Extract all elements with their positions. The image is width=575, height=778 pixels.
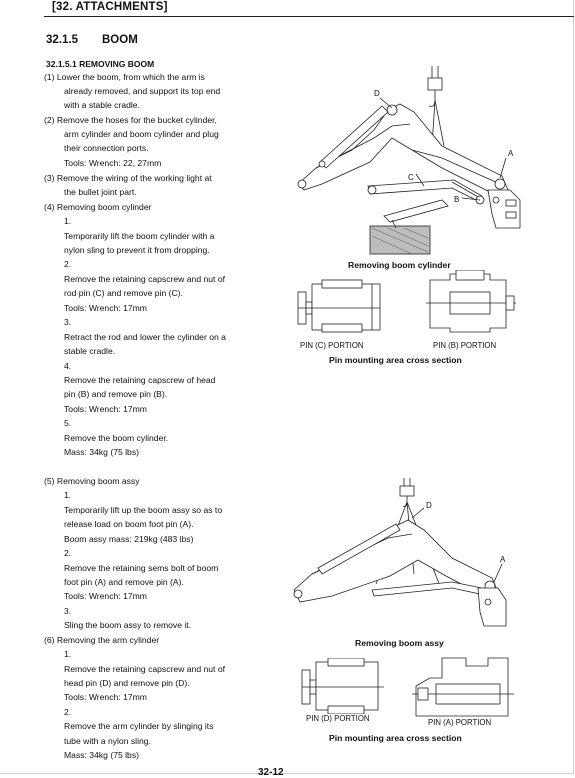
step-line: Remove the retaining capscrew and nut of [64,274,225,284]
step-line: rod pin (C) and remove pin (C). [64,288,183,298]
header-rule [44,16,574,17]
step-line: stable cradle. [64,346,116,356]
step-line: pin (B) and remove pin (B). [64,389,168,399]
pin-b-label: PIN (B) PORTION [433,341,497,350]
boom-body [298,104,508,196]
pin-b-cross-section [426,270,518,336]
step-line: Boom assy mass: 219kg (483 lbs) [64,534,194,544]
step-line: foot pin (A) and remove pin (A). [64,577,184,587]
step-line: (6) Removing the arm cylinder [44,635,160,645]
step-line: release load on boom foot pin (A). [64,519,194,529]
cradle-support [370,200,448,254]
boom-cylinder [368,180,484,204]
pin-d-cross-section [300,658,386,714]
step-line: Remove the retaining capscrew of head [64,375,216,385]
step-line: arm cylinder and boom cylinder and plug [64,129,219,139]
tools-line: Tools: Wrench: 17mm [64,303,147,313]
step-line: already removed, and support its top end [64,86,221,96]
step-line: Sling the boom assy to remove it. [64,620,192,630]
swing-bracket [478,588,506,626]
tools-line: Tools: Wrench: 17mm [64,404,147,414]
step-line: the bullet joint part. [64,187,137,197]
label-d: D [374,89,380,98]
tools-line: Tools: Wrench: 22, 27mm [64,158,162,168]
label-d: D [426,501,432,510]
pin-a-label: PIN (A) PORTION [428,718,492,727]
substep-number: 2. [64,259,72,269]
substep-number: 1. [64,490,72,500]
substep-number: 3. [64,317,72,327]
mass-line: Mass: 34kg (75 lbs) [64,447,139,457]
swing-bracket [488,190,520,228]
tools-line: Tools: Wrench: 17mm [64,692,147,702]
boom-body [294,520,498,602]
step-line: Remove the retaining sems bolt of boom [64,563,219,573]
label-a: A [508,149,514,158]
figure-caption-cross-section-2: Pin mounting area cross section [329,733,462,743]
pin-c-label: PIN (C) PORTION [300,341,364,350]
step-line: head pin (D) and remove pin (D). [64,678,190,688]
figure-caption-boom-cylinder: Removing boom cylinder [348,260,451,270]
substep-number: 3. [64,606,72,616]
step-line: with a stable cradle. [64,100,140,110]
page-number: 32-12 [258,767,284,778]
step-line: Remove the boom cylinder. [64,433,169,443]
label-c: C [408,173,414,182]
chapter-header: [32. ATTACHMENTS] [52,1,168,13]
figure-caption-cross-section-1: Pin mounting area cross section [329,355,462,365]
substep-number: 2. [64,707,72,717]
step-line: tube with a nylon sling. [64,736,151,746]
step-line: nylon sling to prevent it from dropping. [64,245,210,255]
substep-number: 1. [64,649,72,659]
substep-number: 5. [64,418,72,428]
step-line: (5) Removing boom assy [44,476,140,486]
step-line: Retract the rod and lower the cylinder on a [64,332,226,342]
section-title [46,34,138,46]
step-line: Remove the retaining capscrew and nut of [64,664,225,674]
section-name: BOOM [102,34,138,46]
mass-line: Mass: 34kg (75 lbs) [64,750,139,760]
step-line: Temporarily lift up the boom assy so as to [64,505,223,515]
step-line: Temporarily lift the boom cylinder with a [64,231,215,241]
label-b: B [454,195,460,204]
substep-number: 4. [64,361,72,371]
tools-line: Tools: Wrench: 17mm [64,591,147,601]
step-line: their connection ports. [64,143,149,153]
pin-c-cross-section [296,274,382,338]
boom-cylinder-illustration [292,66,532,262]
substep-number: 1. [64,216,72,226]
pin-d-label: PIN (D) PORTION [306,714,370,723]
label-a: A [500,555,506,564]
step-line: (2) Remove the hoses for the bucket cylinder, [44,115,217,125]
pin-a-cross-section [412,656,516,718]
substep-number: 2. [64,548,72,558]
section-number: 32.1.5 [46,34,78,46]
figure-caption-boom-assy: Removing boom assy [355,638,444,648]
step-line: (4) Removing boom cylinder [44,202,152,212]
boom-assy-illustration [292,478,532,634]
step-line: (3) Remove the wiring of the working light at [44,173,212,183]
subsection-title: 32.1.5.1 REMOVING BOOM [46,59,155,69]
step-line: (1) Lower the boom, from which the arm is [44,72,205,82]
step-line: Remove the arm cylinder by slinging its [64,721,214,731]
